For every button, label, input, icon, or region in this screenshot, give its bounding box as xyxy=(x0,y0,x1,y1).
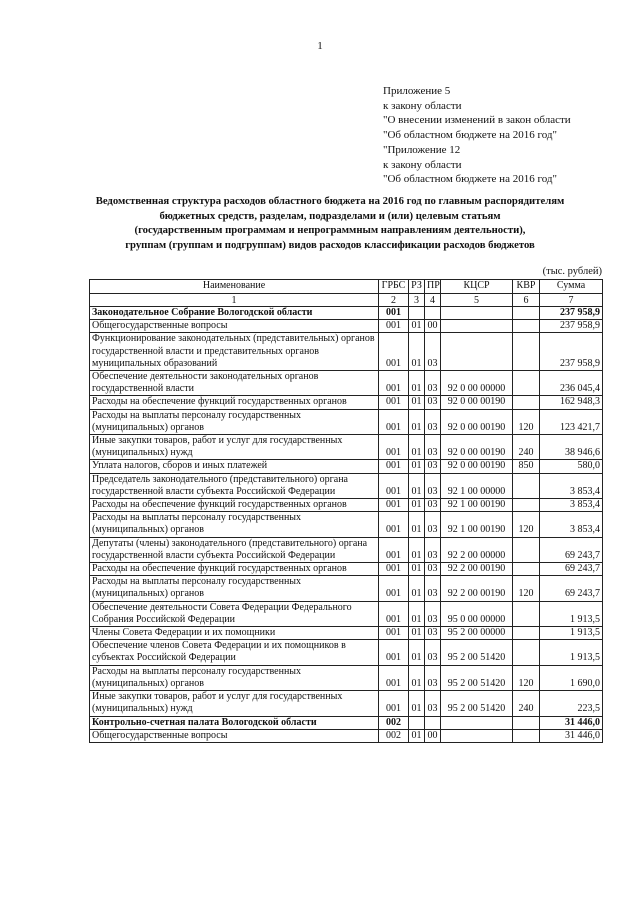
table-row xyxy=(90,396,603,409)
row-rz: 01 xyxy=(409,576,425,601)
row-pr: 03 xyxy=(425,409,441,434)
table-row xyxy=(90,627,603,640)
table-row xyxy=(90,333,603,371)
row-kcsr xyxy=(441,716,513,729)
row-kcsr: 92 1 00 00190 xyxy=(441,512,513,537)
row-name: Расходы на выплаты персоналу государственных (муниципальных) органов xyxy=(90,409,379,434)
appendix-line: "Об областном бюджете на 2016 год" xyxy=(383,129,557,142)
row-rz: 01 xyxy=(409,333,425,371)
table-row xyxy=(90,601,603,626)
row-rz: 01 xyxy=(409,320,425,333)
row-sum: 1 913,5 xyxy=(540,627,603,640)
title-line: Ведомственная структура расходов областного бюджета на 2016 год по главным распорядителям xyxy=(95,195,565,207)
row-kcsr: 92 2 00 00190 xyxy=(441,563,513,576)
row-kcsr: 92 0 00 00190 xyxy=(441,435,513,460)
row-grbs: 001 xyxy=(379,320,409,333)
column-number-row xyxy=(90,294,603,307)
row-rz: 01 xyxy=(409,665,425,690)
row-pr: 00 xyxy=(425,729,441,742)
row-rz: 01 xyxy=(409,371,425,396)
column-number: 2 xyxy=(379,294,409,307)
header-name: Наименование xyxy=(90,280,379,294)
row-kcsr: 92 0 00 00000 xyxy=(441,371,513,396)
row-sum: 38 946,6 xyxy=(540,435,603,460)
row-kvr xyxy=(513,716,540,729)
row-kvr xyxy=(513,537,540,562)
row-kvr xyxy=(513,396,540,409)
row-grbs: 001 xyxy=(379,627,409,640)
row-kcsr: 92 1 00 00000 xyxy=(441,473,513,498)
row-kvr xyxy=(513,499,540,512)
row-sum: 3 853,4 xyxy=(540,512,603,537)
row-sum: 237 958,9 xyxy=(540,307,603,320)
row-kvr: 120 xyxy=(513,576,540,601)
row-rz: 01 xyxy=(409,691,425,716)
row-grbs: 001 xyxy=(379,499,409,512)
row-sum: 123 421,7 xyxy=(540,409,603,434)
column-number: 3 xyxy=(409,294,425,307)
row-kcsr: 95 0 00 00000 xyxy=(441,601,513,626)
row-name: Члены Совета Федерации и их помощники xyxy=(90,627,379,640)
row-sum: 69 243,7 xyxy=(540,537,603,562)
row-grbs: 001 xyxy=(379,435,409,460)
row-kcsr: 95 2 00 51420 xyxy=(441,691,513,716)
row-kvr xyxy=(513,473,540,498)
row-kvr xyxy=(513,627,540,640)
row-pr: 03 xyxy=(425,333,441,371)
row-name: Расходы на выплаты персоналу государственных (муниципальных) органов xyxy=(90,576,379,601)
table-row xyxy=(90,320,603,333)
row-rz: 01 xyxy=(409,473,425,498)
table-row xyxy=(90,563,603,576)
row-sum: 69 243,7 xyxy=(540,576,603,601)
column-number: 6 xyxy=(513,294,540,307)
appendix-line: к закону области xyxy=(383,158,462,171)
header-row xyxy=(90,280,603,294)
table-row xyxy=(90,691,603,716)
row-pr: 03 xyxy=(425,691,441,716)
row-sum: 1 913,5 xyxy=(540,640,603,665)
row-grbs: 002 xyxy=(379,716,409,729)
row-sum: 1 690,0 xyxy=(540,665,603,690)
row-sum: 69 243,7 xyxy=(540,563,603,576)
row-rz: 01 xyxy=(409,563,425,576)
row-kcsr: 95 2 00 51420 xyxy=(441,665,513,690)
row-pr: 03 xyxy=(425,537,441,562)
row-kcsr: 95 2 00 00000 xyxy=(441,627,513,640)
row-kvr: 240 xyxy=(513,435,540,460)
row-pr: 03 xyxy=(425,563,441,576)
row-kcsr xyxy=(441,333,513,371)
row-sum: 236 045,4 xyxy=(540,371,603,396)
row-grbs: 001 xyxy=(379,409,409,434)
row-name: Иные закупки товаров, работ и услуг для государственных (муниципальных) нужд xyxy=(90,435,379,460)
row-name: Обеспечение деятельности Совета Федерации Федерального Собрания Российской Федерации xyxy=(90,601,379,626)
row-name: Обеспечение деятельности законодательных органов государственной власти xyxy=(90,371,379,396)
row-name: Функционирование законодательных (представительных) органов государственной власти и представительных органов муниципальных образований xyxy=(90,333,379,371)
header-pr: ПР xyxy=(425,280,441,294)
table-row xyxy=(90,473,603,498)
row-pr: 03 xyxy=(425,665,441,690)
row-rz: 01 xyxy=(409,409,425,434)
row-name: Общегосударственные вопросы xyxy=(90,729,379,742)
page-number: 1 xyxy=(317,40,323,52)
table-row xyxy=(90,409,603,434)
row-name: Депутаты (члены) законодательного (представительного) органа государственной власти субъекта Российской Федерации xyxy=(90,537,379,562)
table-row xyxy=(90,499,603,512)
row-kvr xyxy=(513,563,540,576)
row-pr: 03 xyxy=(425,499,441,512)
row-grbs: 001 xyxy=(379,473,409,498)
row-kvr: 240 xyxy=(513,691,540,716)
row-pr: 03 xyxy=(425,576,441,601)
row-grbs: 001 xyxy=(379,601,409,626)
table-row xyxy=(90,665,603,690)
header-kcsr: КЦСР xyxy=(441,280,513,294)
appendix-line: "Об областном бюджете на 2016 год" xyxy=(383,173,557,186)
header-rz: РЗ xyxy=(409,280,425,294)
row-kvr xyxy=(513,307,540,320)
row-grbs: 001 xyxy=(379,396,409,409)
row-pr: 00 xyxy=(425,320,441,333)
row-grbs: 001 xyxy=(379,460,409,473)
row-sum: 31 446,0 xyxy=(540,716,603,729)
row-rz: 01 xyxy=(409,512,425,537)
row-rz: 01 xyxy=(409,729,425,742)
table-row xyxy=(90,537,603,562)
row-kcsr: 92 2 00 00190 xyxy=(441,576,513,601)
header-sum: Сумма xyxy=(540,280,603,294)
table-row xyxy=(90,576,603,601)
title-line: бюджетных средств, разделам, подразделами и (или) целевым статьям xyxy=(159,209,501,222)
row-grbs: 001 xyxy=(379,691,409,716)
row-sum: 31 446,0 xyxy=(540,729,603,742)
row-kcsr xyxy=(441,320,513,333)
column-number: 5 xyxy=(441,294,513,307)
budget-table xyxy=(89,279,603,743)
row-rz: 01 xyxy=(409,627,425,640)
row-pr: 03 xyxy=(425,601,441,626)
row-kcsr: 92 0 00 00190 xyxy=(441,409,513,434)
row-pr: 03 xyxy=(425,512,441,537)
row-kvr xyxy=(513,729,540,742)
row-name: Расходы на выплаты персоналу государственных (муниципальных) органов xyxy=(90,512,379,537)
row-pr: 03 xyxy=(425,371,441,396)
row-grbs: 001 xyxy=(379,333,409,371)
row-grbs: 001 xyxy=(379,576,409,601)
row-sum: 237 958,9 xyxy=(540,320,603,333)
row-kcsr: 92 0 00 00190 xyxy=(441,396,513,409)
appendix-line: Приложение 5 xyxy=(383,85,451,97)
row-rz: 01 xyxy=(409,537,425,562)
row-name: Уплата налогов, сборов и иных платежей xyxy=(90,460,379,473)
appendix-line: "О внесении изменений в закон области xyxy=(383,114,571,127)
row-rz: 01 xyxy=(409,460,425,473)
row-sum: 580,0 xyxy=(540,460,603,473)
row-grbs: 001 xyxy=(379,512,409,537)
appendix-line: к закону области xyxy=(383,99,462,112)
appendix-line: "Приложение 12 xyxy=(383,143,461,156)
column-number: 1 xyxy=(90,294,379,307)
row-sum: 3 853,4 xyxy=(540,473,603,498)
row-pr: 03 xyxy=(425,473,441,498)
table-row xyxy=(90,716,603,729)
row-grbs: 001 xyxy=(379,640,409,665)
title-line: (государственным программам и непрограммным направлениям деятельности), xyxy=(134,224,526,237)
row-name: Расходы на обеспечение функций государственных органов xyxy=(90,499,379,512)
row-kvr xyxy=(513,371,540,396)
row-name: Расходы на обеспечение функций государственных органов xyxy=(90,396,379,409)
row-name: Расходы на выплаты персоналу государственных (муниципальных) органов xyxy=(90,665,379,690)
row-kvr: 120 xyxy=(513,409,540,434)
document-title xyxy=(60,194,600,252)
row-grbs: 001 xyxy=(379,307,409,320)
row-grbs: 001 xyxy=(379,563,409,576)
row-kcsr: 92 1 00 00190 xyxy=(441,499,513,512)
row-pr: 03 xyxy=(425,435,441,460)
row-kcsr: 92 0 00 00190 xyxy=(441,460,513,473)
row-sum: 1 913,5 xyxy=(540,601,603,626)
row-grbs: 002 xyxy=(379,729,409,742)
row-kvr: 850 xyxy=(513,460,540,473)
table-row xyxy=(90,460,603,473)
row-kvr: 120 xyxy=(513,665,540,690)
table-row xyxy=(90,371,603,396)
table-row xyxy=(90,435,603,460)
table-row xyxy=(90,729,603,742)
row-grbs: 001 xyxy=(379,537,409,562)
row-kcsr: 95 2 00 51420 xyxy=(441,640,513,665)
appendix-note xyxy=(383,84,571,187)
title-line: группам (группам и подгруппам) видов расходов классификации расходов бюджетов xyxy=(125,238,535,251)
row-pr: 03 xyxy=(425,460,441,473)
row-rz: 01 xyxy=(409,396,425,409)
row-pr xyxy=(425,307,441,320)
row-rz: 01 xyxy=(409,435,425,460)
row-rz: 01 xyxy=(409,499,425,512)
row-name: Обеспечение членов Совета Федерации и их помощников в субъектах Российской Федерации xyxy=(90,640,379,665)
row-name: Законодательное Собрание Вологодской области xyxy=(90,307,379,320)
units-label: (тыс. рублей) xyxy=(542,266,602,277)
row-sum: 223,5 xyxy=(540,691,603,716)
row-kvr xyxy=(513,640,540,665)
header-kvr: КВР xyxy=(513,280,540,294)
table-row xyxy=(90,307,603,320)
row-grbs: 001 xyxy=(379,665,409,690)
row-pr xyxy=(425,716,441,729)
row-rz xyxy=(409,716,425,729)
row-grbs: 001 xyxy=(379,371,409,396)
row-name: Иные закупки товаров, работ и услуг для государственных (муниципальных) нужд xyxy=(90,691,379,716)
row-rz xyxy=(409,307,425,320)
row-pr: 03 xyxy=(425,627,441,640)
header-grbs: ГРБС xyxy=(379,280,409,294)
row-rz: 01 xyxy=(409,640,425,665)
row-pr: 03 xyxy=(425,396,441,409)
row-kvr xyxy=(513,601,540,626)
budget-table-body xyxy=(90,307,603,743)
row-kcsr xyxy=(441,307,513,320)
table-row xyxy=(90,640,603,665)
row-kvr xyxy=(513,333,540,371)
row-pr: 03 xyxy=(425,640,441,665)
table-row xyxy=(90,512,603,537)
row-kcsr: 92 2 00 00000 xyxy=(441,537,513,562)
row-kvr xyxy=(513,320,540,333)
column-number: 4 xyxy=(425,294,441,307)
row-sum: 237 958,9 xyxy=(540,333,603,371)
row-kcsr xyxy=(441,729,513,742)
row-name: Общегосударственные вопросы xyxy=(90,320,379,333)
row-rz: 01 xyxy=(409,601,425,626)
row-name: Контрольно-счетная палата Вологодской области xyxy=(90,716,379,729)
row-name: Расходы на обеспечение функций государственных органов xyxy=(90,563,379,576)
row-sum: 3 853,4 xyxy=(540,499,603,512)
row-name: Председатель законодательного (представительного) органа государственной власти субъекта Российской Федерации xyxy=(90,473,379,498)
column-number: 7 xyxy=(540,294,603,307)
row-kvr: 120 xyxy=(513,512,540,537)
row-sum: 162 948,3 xyxy=(540,396,603,409)
